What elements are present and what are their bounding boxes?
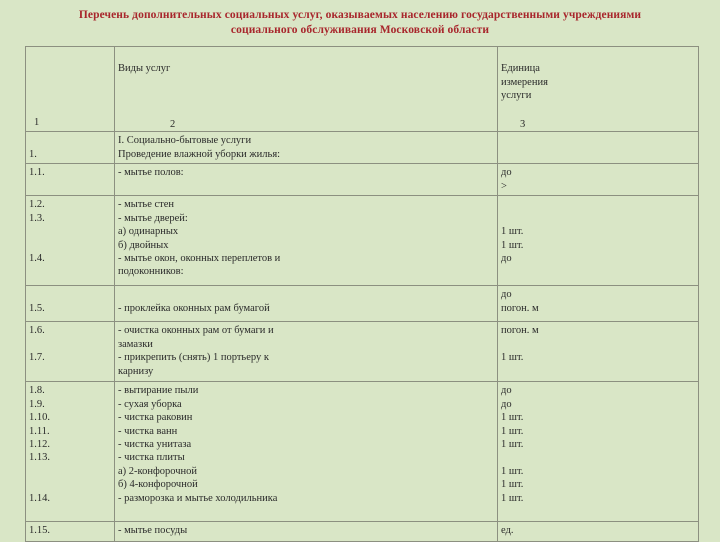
row-service: - очистка оконных рам от бумаги и замазки - прикрепить (снять) 1 портьеру к карнизу — [115, 322, 498, 382]
row-unit — [498, 132, 699, 164]
table-row — [26, 522, 699, 542]
row-service: - вытирание пыли - сухая уборка - чистка раковин - чистка ванн - чистка унитаза - чистка плиты а) 2-конфорочной б) 4-конфорочной - разморозка и мытье холодильника — [115, 382, 498, 522]
table-row — [26, 322, 699, 382]
row-number: 1.15. — [26, 522, 115, 542]
row-service: - проклейка оконных рам бумагой — [115, 286, 498, 322]
row-unit: до погон. м — [498, 286, 699, 322]
row-unit: 1 шт. 1 шт. до — [498, 196, 699, 286]
row-service: - мытье посуды — [115, 522, 498, 542]
header-col3 — [498, 47, 699, 132]
table-row — [26, 382, 699, 522]
row-number: 1.5. — [26, 286, 115, 322]
title-line-2: социального обслуживания Московской области — [230, 24, 490, 36]
row-number: 1.2. 1.3. 1.4. — [26, 196, 115, 286]
services-table — [25, 46, 699, 542]
row-number: 1.1. — [26, 164, 115, 196]
header-col2 — [115, 47, 498, 132]
header-col1-number: 1 — [26, 47, 115, 132]
row-service: I. Социально-бытовые услуги Проведение влажной уборки жилья: — [115, 132, 498, 164]
row-unit: до > — [498, 164, 699, 196]
row-number: 1.8. 1.9. 1.10. 1.11. 1.12. 1.13. 1.14. — [26, 382, 115, 522]
header-col3-number: 3 — [520, 119, 526, 131]
row-unit: ед. — [498, 522, 699, 542]
table-row — [26, 286, 699, 322]
row-service: - мытье полов: — [115, 164, 498, 196]
header-col2-number: 2 — [170, 119, 176, 131]
row-service: - мытье стен - мытье дверей: а) одинарных б) двойных - мытье окон, оконных переплетов и подоконников: — [115, 196, 498, 286]
row-unit: до до 1 шт. 1 шт. 1 шт. 1 шт. 1 шт. 1 шт. — [498, 382, 699, 522]
header-col2-title: Виды услуг — [118, 63, 171, 75]
title-line-1: Перечень дополнительных социальных услуг, оказываемых населению государственными учреждениями — [78, 9, 642, 21]
row-number: 1.6. 1.7. — [26, 322, 115, 382]
table-row — [26, 132, 699, 164]
header-col3-title: Единица измерения услуги — [501, 63, 548, 102]
header-row — [26, 47, 699, 132]
table-row — [26, 164, 699, 196]
row-unit: погон. м 1 шт. — [498, 322, 699, 382]
table-row — [26, 196, 699, 286]
row-number: 1. — [26, 132, 115, 164]
page-title — [0, 8, 720, 38]
